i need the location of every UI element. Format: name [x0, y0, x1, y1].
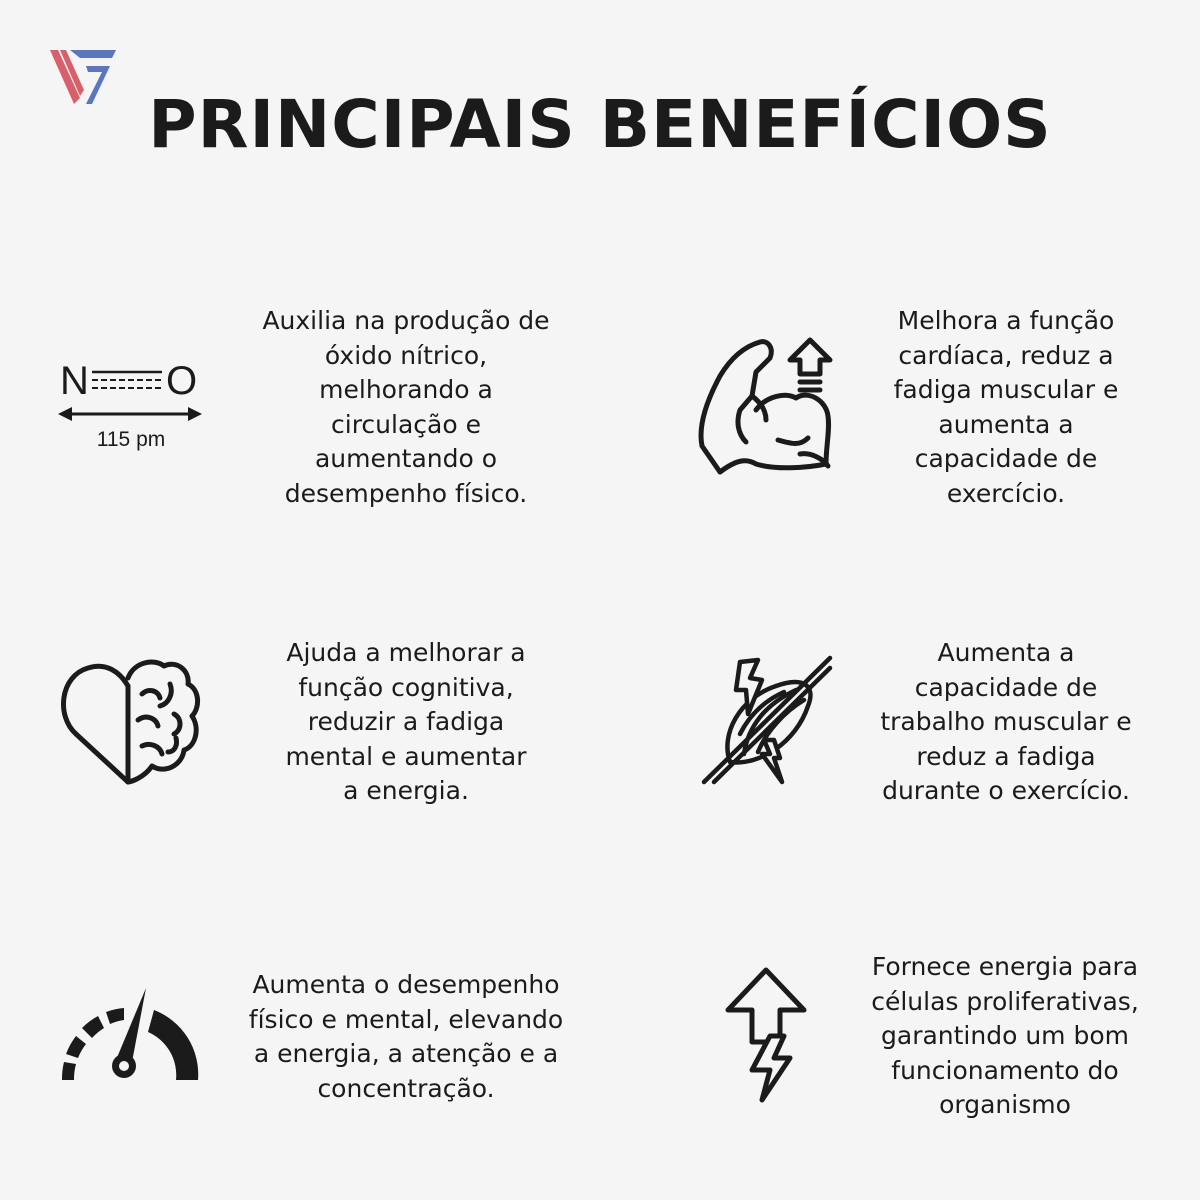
bond-distance-label: 115 pm	[96, 428, 166, 451]
benefit-text-cognitive: Ajuda a melhorar a função cognitiva, reduzir a fadiga mental e aumentar a energia.	[285, 638, 527, 805]
arrow-up-lightning-bolt-icon	[724, 966, 808, 1104]
nitric-oxide-molecule-icon	[56, 358, 206, 454]
benefit-text-muscular: Aumenta a capacidade de trabalho muscular e reduz a fadiga durante o exercício.	[880, 638, 1132, 805]
benefit-text-energy: Fornece energia para células proliferativas, garantindo um bom funcionamento do organismo	[871, 952, 1139, 1119]
benefit-text-cardiac: Melhora a função cardíaca, reduz a fadiga muscular e aumenta a capacidade de exercício.	[893, 306, 1119, 508]
heart-brain-icon	[58, 654, 200, 786]
flexed-bicep-arrow-up-icon	[696, 336, 836, 478]
benefit-text-nitric-oxide: Auxilia na produção de óxido nítrico, melhorando a circulação e aumentando o desempenho físico.	[262, 306, 550, 508]
benefit-text-performance: Aumenta o desempenho físico e mental, elevando a energia, a atenção e a concentração.	[248, 970, 564, 1103]
muscle-lightning-icon	[700, 654, 834, 786]
speedometer-gauge-icon	[62, 988, 200, 1082]
page-title: PRINCIPAIS BENEFÍCIOS	[148, 86, 1052, 163]
nitrogen-symbol: N	[60, 359, 89, 403]
oxygen-symbol: O	[166, 359, 198, 403]
